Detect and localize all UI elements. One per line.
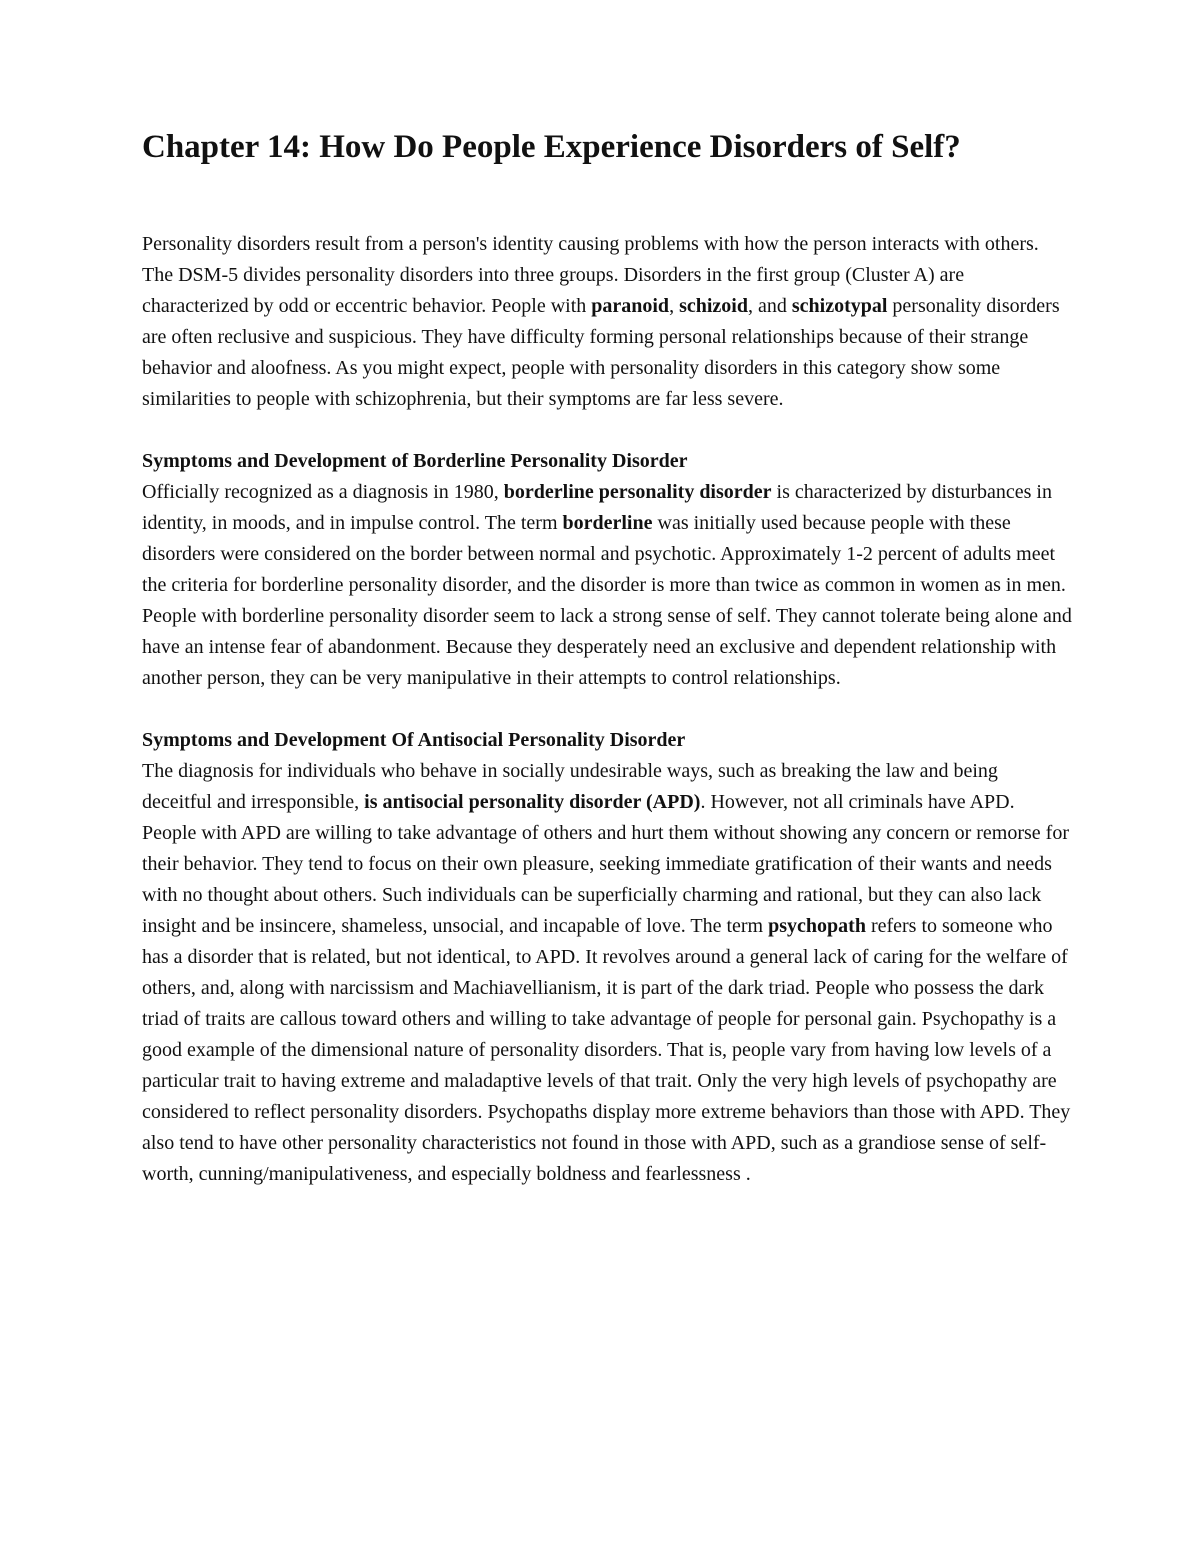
text-run: personality disorders are often reclusive and suspicious. They have difficulty forming personal relationships because of their strange behavior and aloofness. As you might expect, people with personality disorders in this category show some similarities to people with schizophrenia, but their symptoms are far less severe. <box>142 294 1060 410</box>
bold-term: borderline <box>562 511 653 534</box>
section-antisocial <box>142 725 1072 1190</box>
text-run: refers to someone who has a disorder that is related, but not identical, to APD. It revolves around a general lack of caring for the welfare of others, and, along with narcissism and Machiavellianism, it is part of the dark triad. People who possess the dark triad of traits are callous toward others and willing to take advantage of people for personal gain. Psychopathy is a good example of the dimensional nature of personality disorders. That is, people vary from having low levels of a particular trait to having extreme and maladaptive levels of that trait. Only the very high levels of psychopathy are considered to reflect personality disorders. Psychopaths display more extreme behaviors than those with APD. They also tend to have other personality characteristics not found in those with APD, such as a grandiose sense of self-worth, cunning/manipulativeness, and especially boldness and fearlessness . <box>142 914 1071 1185</box>
text-run: , <box>669 294 680 317</box>
document-page <box>142 128 1072 1190</box>
text-run: , and <box>747 294 792 317</box>
text-run: Personality disorders result from a person's identity causing problems with how the person interacts with others. The DSM-5 divides personality disorders into three groups. Disorders in the first group (Cluster A) are characterized by odd or eccentric behavior. People with <box>142 232 1039 317</box>
section-heading-borderline: Symptoms and Development of Borderline Personality Disorder <box>142 449 688 472</box>
bold-term: schizotypal <box>791 294 888 317</box>
bold-term: borderline personality disorder <box>503 480 772 503</box>
borderline-paragraph <box>142 477 1072 694</box>
bold-term: schizoid <box>679 294 748 317</box>
text-run: was initially used because people with these disorders were considered on the border between normal and psychotic. Approximately 1-2 percent of adults meet the criteria for borderline personality disorder, and the disorder is more than twice as common in women as in men. People with borderline personality disorder seem to lack a strong sense of self. They cannot tolerate being alone and have an intense fear of abandonment. Because they desperately need an exclusive and dependent relationship with another person, they can be very manipulative in their attempts to control relationships. <box>142 511 1072 689</box>
text-run: The diagnosis for individuals who behave in socially undesirable ways, such as breaking the law and being deceitful and irresponsible, <box>142 759 998 813</box>
bold-term: psychopath <box>768 914 866 937</box>
chapter-title: Chapter 14: How Do People Experience Disorders of Self? <box>142 129 961 165</box>
text-run: Officially recognized as a diagnosis in 1980, <box>142 480 504 503</box>
text-run: is characterized by disturbances in identity, in moods, and in impulse control. The term <box>142 480 1052 534</box>
intro-paragraph <box>142 229 1072 415</box>
text-run: . However, not all criminals have APD. People with APD are willing to take advantage of others and hurt them without showing any concern or remorse for their behavior. They tend to focus on their own pleasure, seeking immediate gratification of their wants and needs with no thought about others. Such individuals can be superficially charming and rational, but they can also lack insight and be insincere, shameless, unsocial, and incapable of love. The term <box>142 790 1069 937</box>
bold-term: paranoid <box>591 294 670 317</box>
section-borderline <box>142 446 1072 694</box>
antisocial-paragraph <box>142 756 1072 1190</box>
bold-term: is antisocial personality disorder (APD) <box>364 790 701 813</box>
section-heading-antisocial: Symptoms and Development Of Antisocial Personality Disorder <box>142 728 686 751</box>
